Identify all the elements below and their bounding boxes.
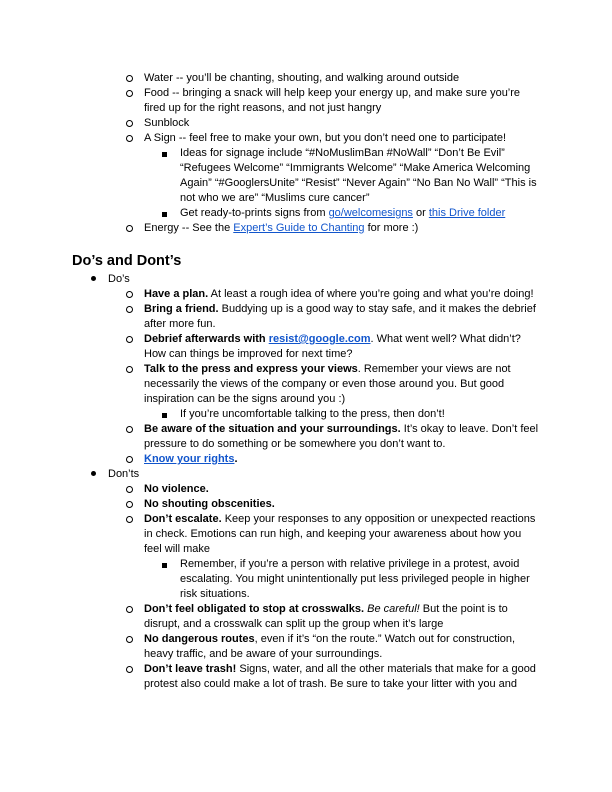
sub-item-privilege-cont: escalating. You might unintentionally put less privileged people in higher [180,573,530,585]
dont-escalate-cont: in check. Emotions can run high, and keeping your awareness about how you [144,528,522,540]
list-bullet [91,276,96,281]
dont-obscenities: No shouting obscenities. [144,498,275,510]
list-item-energy: Energy -- See the Expert’s Guide to Chanting for more :) [144,222,419,234]
list-bullet [126,636,133,643]
list-bullet [126,456,133,463]
list-bullet [126,336,133,343]
list-bullet [91,471,96,476]
sub-item-privilege: Remember, if you’re a person with relative privilege in a protest, avoid [180,558,520,570]
list-item-sign: A Sign -- feel free to make your own, but you don’t need one to participate! [144,132,506,144]
do-debrief-cont: How can things be improved for next time? [144,348,353,360]
dont-dangerous-routes-cont: heavy traffic, and be aware of your surroundings. [144,648,383,660]
dont-crosswalks: Don’t feel obligated to stop at crosswalks. Be careful! But the point is to [144,603,508,615]
dont-dangerous-routes: No dangerous routes, even if it’s “on the route.” Watch out for construction, [144,633,516,645]
sub-item-sign-ideas-cont: not who we are” “Muslims cure cancer” [180,192,370,204]
list-item-sunblock: Sunblock [144,117,190,129]
welcomesigns-link[interactable]: go/welcomesigns [328,207,413,219]
do-be-aware: Be aware of the situation and your surroundings. It’s okay to leave. Don’t feel [144,423,539,435]
sub-item-sign-ideas-cont: “Refugees Welcome” “Immigrants Welcome” “Make America Welcoming [180,162,531,174]
do-have-plan: Have a plan. At least a rough idea of where you’re going and what you’re doing! [144,288,534,300]
list-bullet [126,90,133,97]
list-bullet [126,225,133,232]
do-talk-press-cont: inspiration can be the signs around you :) [144,393,346,405]
resist-email-link[interactable]: resist@google.com [268,333,371,345]
list-bullet [162,563,167,568]
sub-item-press-uncomfortable: If you’re uncomfortable talking to the press, then don’t! [180,408,445,420]
list-bullet [126,75,133,82]
list-bullet [126,306,133,313]
drive-folder-link[interactable]: this Drive folder [428,207,506,219]
dont-crosswalks-cont: disrupt, and a crosswalk can split up the group when it’s large [144,618,444,630]
dont-leave-trash: Don’t leave trash! Signs, water, and all the other materials that make for a good [144,663,536,675]
list-bullet [126,426,133,433]
list-bullet [126,501,133,508]
sub-item-sign-ideas-cont: Again” “#GooglersUnite” “Resist” “Never Again” “No Ban No Wall” “This is [180,177,537,189]
sub-item-sign-ideas: Ideas for signage include “#NoMuslimBan #NoWall” “Don’t Be Evil” [180,147,505,159]
list-item-water: Water -- you’ll be chanting, shouting, and walking around outside [144,72,460,84]
list-bullet [126,516,133,523]
do-know-rights: Know your rights. [144,453,238,465]
list-bullet [162,212,167,217]
dont-escalate-cont: feel will make [144,543,211,555]
list-bullet [126,606,133,613]
sub-item-privilege-cont: risk situations. [180,588,250,600]
list-item-food-cont: fired up for the right reasons, and not just hangry [144,102,382,114]
do-bring-friend-cont: after more fun. [144,318,216,330]
donts-label: Don’ts [108,468,140,480]
list-bullet [126,135,133,142]
do-talk-press: Talk to the press and express your views. Remember your views are not [144,363,511,375]
do-be-aware-cont: pressure to do something or be somewhere you don’t want to. [144,438,446,450]
list-bullet [126,486,133,493]
dont-leave-trash-cont: protest also could make a lot of trash. Be sure to take your litter with you and [144,678,517,690]
do-talk-press-cont: necessarily the views of the company or even those around you. But good [144,378,505,390]
do-bring-friend: Bring a friend. Buddying up is a good way to stay safe, and it makes the debrief [144,303,536,315]
section-heading: Do’s and Dont’s [72,253,182,269]
list-bullet [162,413,167,418]
list-bullet [162,152,167,157]
list-bullet [126,666,133,673]
chanting-guide-link[interactable]: Expert’s Guide to Chanting [233,222,365,234]
dont-escalate: Don’t escalate. Keep your responses to any opposition or unexpected reactions [144,513,536,525]
dos-label: Do’s [108,273,130,285]
know-your-rights-link[interactable]: Know your rights [144,453,235,465]
list-bullet [126,366,133,373]
list-item-food: Food -- bringing a snack will help keep your energy up, and make sure you’re [144,87,521,99]
list-bullet [126,291,133,298]
dont-violence: No violence. [144,483,209,495]
list-bullet [126,120,133,127]
sub-item-ready-to-print: Get ready-to-prints signs from go/welcomesigns or this Drive folder [180,207,506,219]
do-debrief: Debrief afterwards with resist@google.com. What went well? What didn’t? [144,333,521,345]
